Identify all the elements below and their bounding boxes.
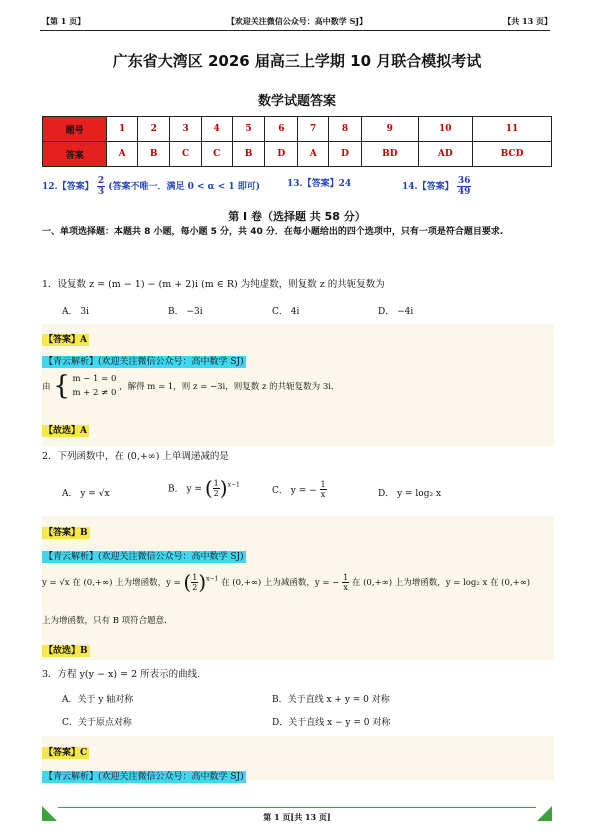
equation-system bbox=[72, 372, 116, 400]
answer-tag: 【答案】A bbox=[44, 335, 87, 345]
question-1-option-d: D． −4i bbox=[378, 307, 414, 317]
answer-cell: C bbox=[170, 142, 201, 167]
answer-cell: AD bbox=[418, 142, 473, 167]
question-1-option-c: C． 4i bbox=[272, 307, 300, 317]
answer-table-row-label: 答案 bbox=[43, 142, 107, 167]
question-2-solution: y = √x 在 (0,+∞) 上为增函数，y = ( $\frac{1}{2}$ )$^{x-1}$ 在 (0,+∞) 上为减函数，y = − $\frac{1}{x}$ 在 (0,+∞) 上为增函数，y = log₂ x 在 (0,+∞) bbox=[42, 570, 531, 594]
fill-answer-14-prefix: 14.【答案】 bbox=[402, 182, 454, 192]
header-divider bbox=[40, 30, 550, 31]
question-2-answer bbox=[42, 520, 90, 539]
solution-text: ，解得 m = 1，则 z = −3i，则复数 z 的共轭复数为 3i． bbox=[119, 382, 340, 392]
question-number-cell: 7 bbox=[298, 117, 329, 142]
section-instruction: 一、单项选择题：本题共 8 小题，每小题 5 分，共 40 分．在每小题给出的四个选项中，只有一项是符合题目要求. bbox=[42, 227, 504, 237]
fill-answer-12-prefix: 12.【答案】 bbox=[42, 182, 94, 192]
answer-tag: 【答案】C bbox=[44, 748, 88, 758]
question-3-answer bbox=[42, 740, 89, 759]
fill-answer-12-fraction bbox=[97, 176, 105, 197]
answer-cell: D bbox=[328, 142, 361, 167]
question-2-solution-line2: 上为增函数，只有 B 项符合题意． bbox=[42, 616, 173, 626]
question-2-stem: 2．下列函数中，在 (0,+∞) 上单调递减的是 bbox=[42, 451, 229, 462]
question-3-analysis-tag bbox=[42, 764, 246, 783]
footer-divider bbox=[58, 807, 536, 808]
solution-prefix: 由 bbox=[42, 382, 51, 392]
question-number-cell: 3 bbox=[170, 117, 201, 142]
question-number-cell: 2 bbox=[137, 117, 170, 142]
answer-table-answer-row bbox=[43, 142, 552, 167]
question-number-cell: 11 bbox=[473, 117, 552, 142]
answer-cell: A bbox=[107, 142, 138, 167]
answer-table bbox=[42, 116, 552, 167]
question-number-cell: 5 bbox=[232, 117, 265, 142]
question-number-cell: 1 bbox=[107, 117, 138, 142]
analysis-tag: 【青云解析】(欢迎关注微信公众号：高中数学 SJ) bbox=[44, 552, 244, 562]
header-wechat-notice: 【欢迎关注微信公众号：高中数学 SJ】 bbox=[226, 16, 368, 26]
fill-answer-12-note: (答案不唯一．满足 0 < α < 1 即可) bbox=[108, 182, 261, 192]
header-page-number: 【第 1 页】 bbox=[42, 16, 86, 26]
question-3-option-a: A．关于 y 轴对称 bbox=[62, 695, 134, 705]
question-1-choose bbox=[42, 418, 89, 437]
question-2-option-b: B． y = ( $\frac{1}{2}$ )$^{x-1}$ bbox=[168, 476, 240, 500]
question-2-analysis-tag bbox=[42, 544, 246, 563]
question-number-cell: 8 bbox=[328, 117, 361, 142]
question-1-answer bbox=[42, 327, 89, 346]
fill-answer-12 bbox=[42, 176, 260, 197]
fill-answer-13: 13.【答案】24 bbox=[287, 179, 352, 189]
answer-cell: D bbox=[265, 142, 298, 167]
answer-table-number-row bbox=[43, 117, 552, 142]
brace-icon: { bbox=[53, 371, 70, 401]
question-number-cell: 6 bbox=[265, 117, 298, 142]
answer-cell: A bbox=[298, 142, 329, 167]
answer-cell: BCD bbox=[473, 142, 552, 167]
fill-answer-14 bbox=[402, 176, 471, 197]
analysis-tag: 【青云解析】(欢迎关注微信公众号：高中数学 SJ) bbox=[44, 357, 244, 367]
answer-tag: 【答案】B bbox=[44, 528, 88, 538]
choose-tag: 【故选】B bbox=[44, 646, 88, 656]
answer-cell: B bbox=[232, 142, 265, 167]
question-number-cell: 4 bbox=[201, 117, 232, 142]
question-3-option-d: D．关于直线 x − y = 0 对称 bbox=[272, 718, 391, 728]
answer-cell: BD bbox=[362, 142, 418, 167]
question-1-option-a: A． 3i bbox=[62, 307, 89, 317]
answer-table-row-label: 题号 bbox=[43, 117, 107, 142]
question-3-option-b: B．关于直线 x + y = 0 对称 bbox=[272, 695, 390, 705]
page-subtitle: 数学试题答案 bbox=[257, 94, 336, 109]
question-3-stem: 3．方程 y(y − x) = 2 所表示的曲线. bbox=[42, 669, 201, 680]
question-2-option-a: A． y = √x bbox=[62, 489, 110, 499]
answer-cell: C bbox=[201, 142, 232, 167]
footer-page-indicator: 第 1 页[共 13 页] bbox=[263, 812, 331, 822]
fill-answer-14-fraction bbox=[457, 176, 472, 197]
fraction-denominator: 3 bbox=[97, 187, 105, 197]
question-1-analysis-tag bbox=[42, 349, 246, 368]
question-number-cell: 9 bbox=[362, 117, 418, 142]
question-3-option-c: C．关于原点对称 bbox=[62, 718, 132, 728]
fraction-numerator: 36 bbox=[457, 176, 471, 186]
equation-line: m + 2 ≠ 0 bbox=[72, 388, 117, 398]
question-2-choose bbox=[42, 638, 90, 657]
section-title: 第 I 卷（选择题 共 58 分） bbox=[228, 210, 366, 223]
equation-line: m − 1 = 0 bbox=[72, 374, 117, 384]
choose-tag: 【故选】A bbox=[44, 426, 87, 436]
question-1-option-b: B． −3i bbox=[168, 307, 203, 317]
fraction-numerator: 2 bbox=[97, 176, 105, 186]
question-2-option-d: D． y = log₂ x bbox=[378, 489, 442, 499]
question-number-cell: 10 bbox=[418, 117, 473, 142]
answer-cell: B bbox=[137, 142, 170, 167]
analysis-tag: 【青云解析】(欢迎关注微信公众号：高中数学 SJ) bbox=[44, 772, 244, 782]
header-total-pages: 【共 13 页】 bbox=[503, 16, 552, 26]
page-title: 广东省大湾区 2026 届高三上学期 10 月联合模拟考试 bbox=[112, 52, 482, 70]
fraction-denominator: 49 bbox=[457, 187, 471, 197]
question-2-option-c: C． y = − $\frac{1}{x}$ bbox=[272, 480, 326, 499]
question-1-solution bbox=[42, 372, 339, 400]
question-1-stem: 1．设复数 z = (m − 1) − (m + 2)i (m ∈ R) 为纯虚数，则复数 z 的共轭复数为 bbox=[42, 279, 385, 290]
